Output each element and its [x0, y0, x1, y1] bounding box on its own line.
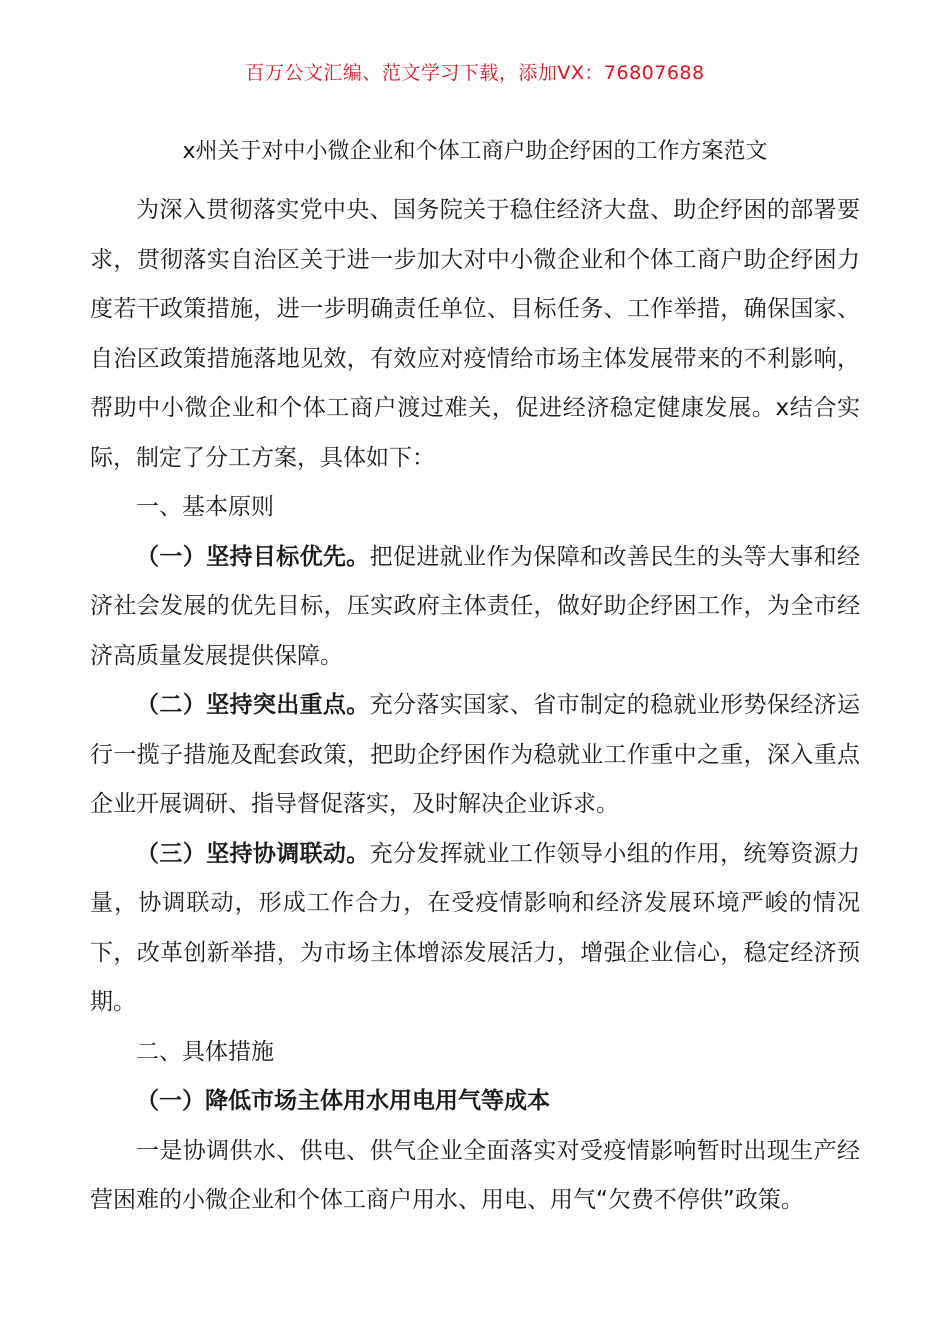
principle-1-lead: （一）坚持目标优先。: [136, 543, 370, 570]
principle-3-text: 充分发挥就业工作领导小组的作用，统筹资源力量，协调联动，形成工作合力，在受疫情影响和经济发展环境严峻的情况下，改革创新举措，为市场主体增添发展活力，增强企业信心，稳定经济预期。: [90, 840, 861, 1015]
principle-paragraph-2: [90, 681, 860, 830]
principle-2-text: 充分落实国家、省市制定的稳就业形势保经济运行一揽子措施及配套政策，把助企纾困作为稳就业工作重中之重，深入重点企业开展调研、指导督促落实，及时解决企业诉求。: [90, 692, 861, 817]
principle-paragraph-3: [90, 830, 860, 1028]
document-body: [90, 186, 860, 1226]
measure-1-paragraph: 一是协调供水、供电、供气企业全面落实对受疫情影响暂时出现生产经营困难的小微企业和个体工商户用水、用电、用气“欠费不停供”政策。: [90, 1137, 860, 1213]
section-heading-measures: 二、具体措施: [136, 1038, 274, 1065]
principle-paragraph-1: [90, 533, 860, 682]
section-heading-principles: 一、基本原则: [136, 494, 274, 520]
intro-paragraph: 为深入贯彻落实党中央、国务院关于稳住经济大盘、助企纾困的部署要求，贯彻落实自治区关于进一步加大对中小微企业和个体工商户助企纾困力度若干政策措施，进一步明确责任单位、目标任务、工作举措，确保国家、自治区政策措施落地见效，有效应对疫情给市场主体发展带来的不利影响，帮助中小微企业和个体工商户渡过难关，促进经济稳定健康发展。x结合实际，制定了分工方案，具体如下：: [90, 197, 860, 471]
principle-2-lead: （二）坚持突出重点。: [136, 692, 370, 718]
document-title: x州关于对中小微企业和个体工商户助企纾困的工作方案范文: [182, 139, 768, 164]
promo-header: 百万公文汇编、范文学习下载，添加VX：76807688: [245, 62, 705, 84]
principle-3-lead: （三）坚持协调联动。: [136, 840, 370, 867]
measure-1-heading: （一）降低市场主体用水用电用气等成本: [136, 1088, 550, 1114]
principle-1-text: 把促进就业作为保障和改善民生的头等大事和经济社会发展的优先目标，压实政府主体责任，做好助企纾困工作，为全市经济高质量发展提供保障。: [90, 543, 861, 669]
